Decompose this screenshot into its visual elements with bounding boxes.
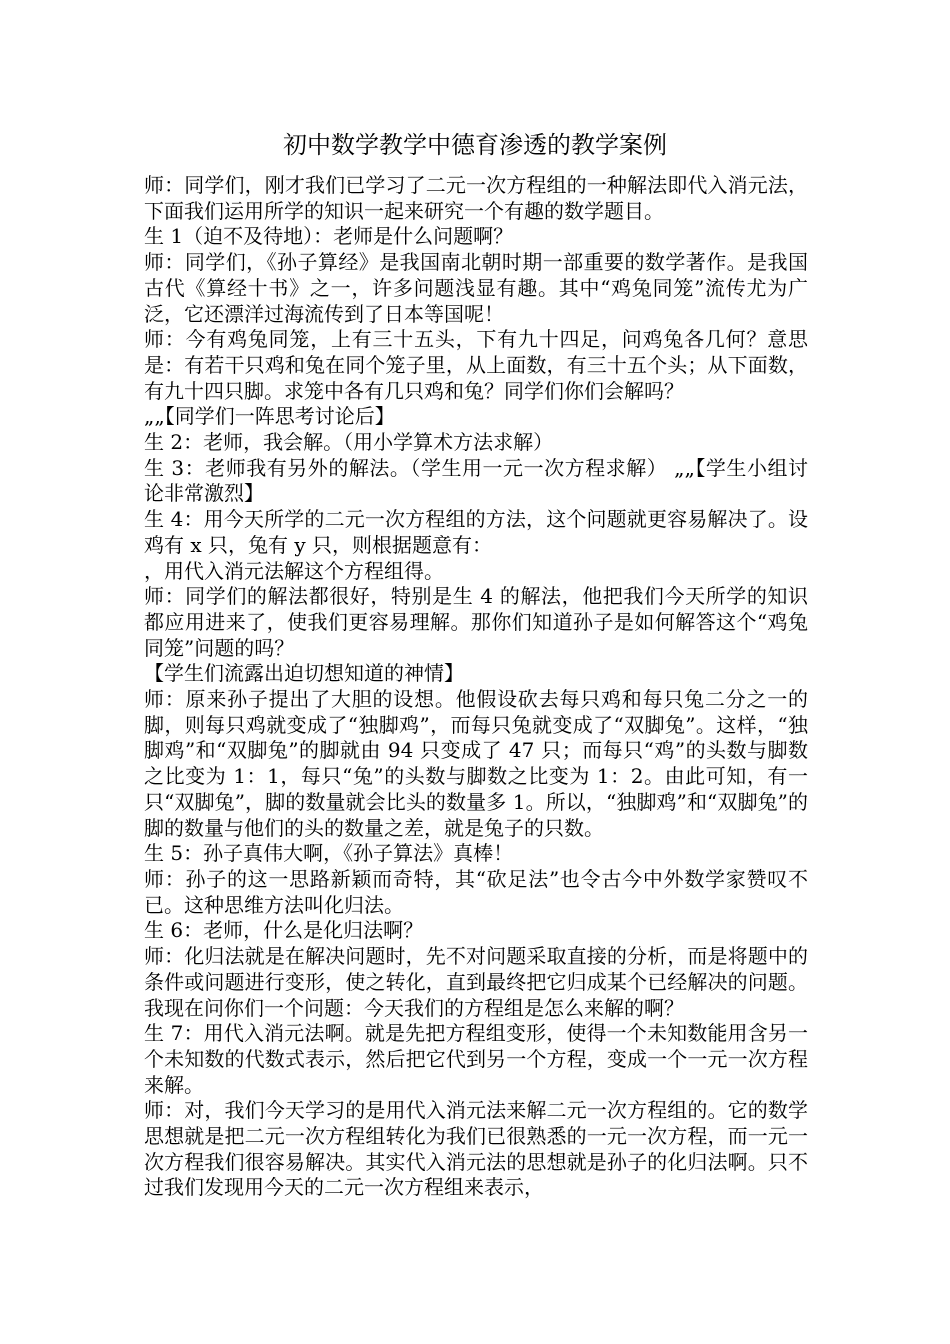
paragraph: 师：同学们，刚才我们已学习了二元一次方程组的一种解法即代入消元法，下面我们运用所学的知识一起来研究一个有趣的数学题目。 [144, 173, 808, 223]
document-body [144, 173, 808, 1201]
paragraph: ，用代入消元法解这个方程组得。 [144, 558, 444, 583]
paragraph: 师：同学们的解法都很好，特别是生 4 的解法，他把我们今天所学的知识都应用进来了，使我们更容易理解。那你们知道孙子是如何解答这个“鸡兔同笼”问题的吗？ [144, 584, 808, 660]
paragraph: 生 6：老师，什么是化归法啊？ [144, 918, 424, 943]
paragraph: 生 1（迫不及待地）：老师是什么问题啊？ [144, 224, 514, 249]
paragraph: 生 2：老师，我会解。（用小学算术方法求解） [144, 430, 554, 455]
paragraph: 师：今有鸡兔同笼，上有三十五头，下有九十四足，问鸡兔各几何？意思是：有若干只鸡和兔在同个笼子里，从上面数，有三十五个头；从下面数，有九十四只脚。求笼中各有几只鸡和兔？同学们你们会解吗？ [144, 327, 808, 403]
paragraph: 师：同学们，《孙子算经》是我国南北朝时期一部重要的数学著作。是我国古代《算经十书》之一，许多问题浅显有趣。其中“鸡兔同笼”流传尤为广泛，它还漂洋过海流传到了日本等国呢！ [144, 250, 808, 326]
paragraph: 师：化归法就是在解决问题时，先不对问题采取直接的分析，而是将题中的条件或问题进行变形，使之转化，直到最终把它归成某个已经解决的问题。我现在问你们一个问题：今天我们的方程组是怎么来解的啊？ [144, 944, 808, 1020]
paragraph: 【学生们流露出迫切想知道的神情】 [144, 661, 464, 686]
document-title: 初中数学教学中德育渗透的教学案例 [283, 131, 667, 159]
paragraph: „„【同学们一阵思考讨论后】 [144, 404, 395, 429]
paragraph: 生 7：用代入消元法啊。就是先把方程组变形，使得一个未知数能用含另一个未知数的代数式表示，然后把它代到另一个方程，变成一个一元一次方程来解。 [144, 1021, 808, 1097]
paragraph: 师：原来孙子提出了大胆的设想。他假设砍去每只鸡和每只兔二分之一的脚，则每只鸡就变成了“独脚鸡”，而每只兔就变成了“双脚兔”。这样，“独脚鸡”和“双脚兔”的脚就由 94 只变成了 47 只；而每只“鸡”的头数与脚数之比变为 1：1，每只“兔”的头数与脚数之比变为 1：2。由此可知，有一只“双脚兔”，脚的数量就会比头的数量多 1。所以，“独脚鸡”和“双脚兔”的脚的数量与他们的头的数量之差，就是兔子的只数。 [144, 687, 808, 840]
paragraph: 生 5：孙子真伟大啊，《孙子算法》真棒！ [144, 841, 514, 866]
paragraph: 生 3：老师我有另外的解法。（学生用一元一次方程求解） „„【学生小组讨论非常激烈】 [144, 455, 808, 506]
paragraph: 生 4：用今天所学的二元一次方程组的方法，这个问题就更容易解决了。设鸡有 x 只，兔有 y 只，则根据题意有： [144, 507, 808, 557]
paragraph: 师：孙子的这一思路新颖而奇特，其“砍足法”也令古今中外数学家赞叹不已。这种思维方法叫化归法。 [144, 866, 808, 917]
paragraph: 师：对，我们今天学习的是用代入消元法来解二元一次方程组的。它的数学思想就是把二元一次方程组转化为我们已很熟悉的一元一次方程，而一元一次方程我们很容易解决。其实代入消元法的思想就是孙子的化归法啊。只不过我们发现用今天的二元一次方程组来表示， [144, 1098, 808, 1200]
